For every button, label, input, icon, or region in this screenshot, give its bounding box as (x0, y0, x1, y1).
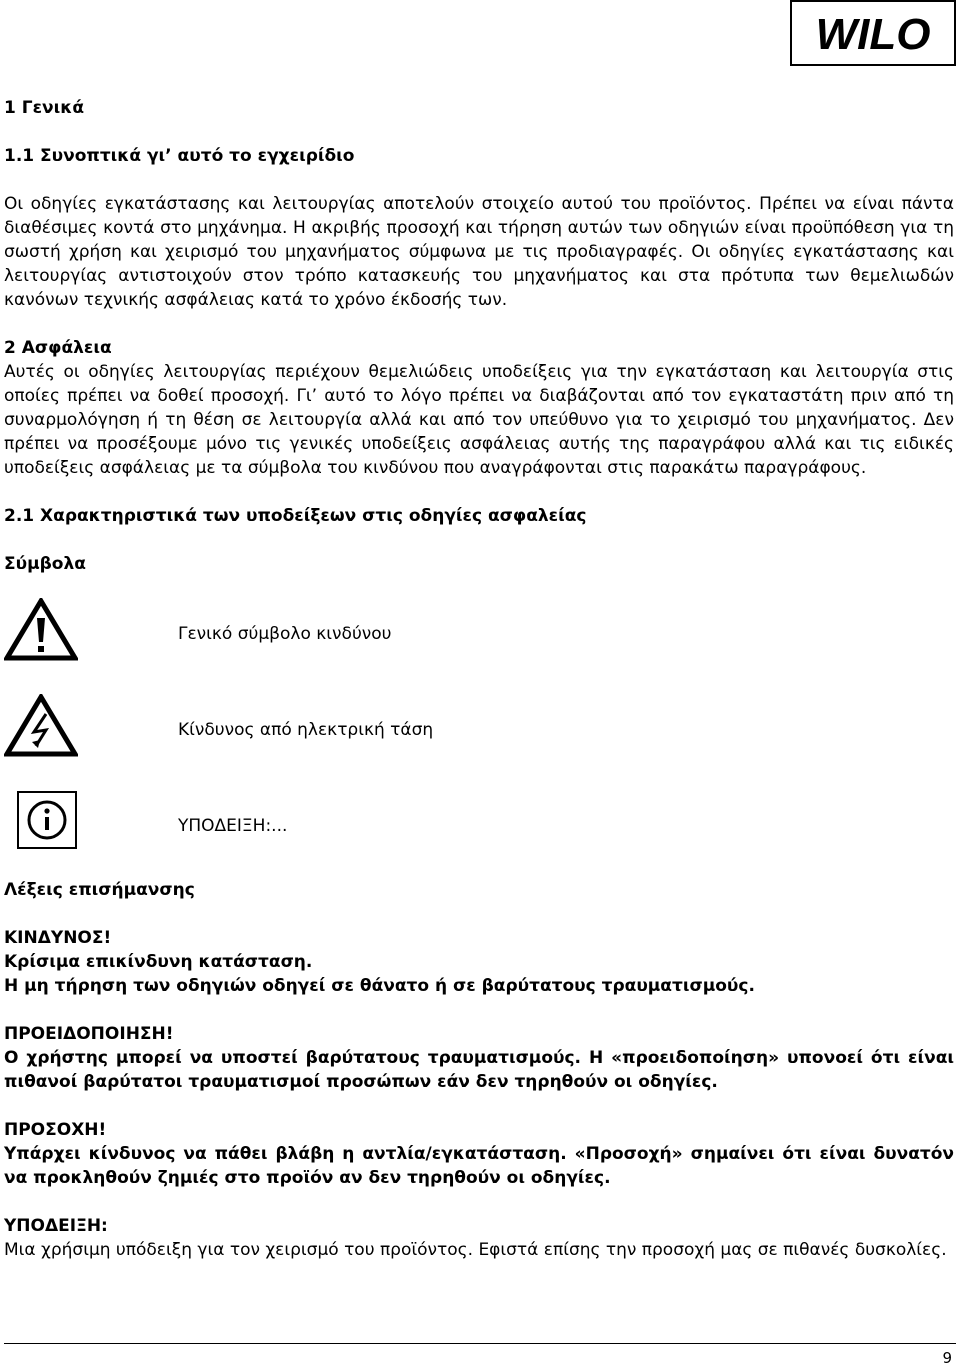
general-danger-icon (4, 598, 94, 670)
logo-text: WILO (815, 10, 931, 59)
info-icon (4, 790, 94, 862)
signal-words-heading: Λέξεις επισήμανσης (4, 880, 195, 900)
wilo-logo (790, 0, 956, 66)
symbols-list (4, 598, 954, 862)
section-2-1-heading: 2.1 Χαρακτηριστικά των υποδείξεων στις οδηγίες ασφαλείας (4, 506, 587, 526)
section-2-heading: 2 Ασφάλεια (4, 338, 112, 358)
section-1-heading: 1 Γενικά (4, 98, 85, 118)
note-text: Μια χρήσιμη υπόδειξη για τον χειρισμό του προϊόντος. Εφιστά επίσης την προσοχή μας σε πιθανές δυσκολίες. (4, 1240, 947, 1260)
symbol-label-electrical-hazard: Κίνδυνος από ηλεκτρική τάση (178, 720, 434, 740)
symbol-label-info: ΥΠΟΔΕΙΞΗ:... (178, 816, 288, 836)
symbol-row-info (4, 790, 954, 862)
wilo-logo-mark (792, 2, 954, 64)
symbol-row-electrical-hazard (4, 694, 954, 766)
section-1-paragraph: Οι οδηγίες εγκατάστασης και λειτουργίας αποτελούν στοιχείο αυτού του προϊόντος. Πρέπει να είναι πάντα διαθέσιμες κοντά στο μηχάνημα. Η ακριβής προσοχή και τήρηση αυτών των οδηγιών είναι προϋπόθεση για τη σωστή χρήση και χειρισμό του μηχανήματος σύμφωνα με τις προδιαγραφές. Οι οδηγίες εγκατάστασης και λειτουργίας αντιστοιχούν στον τρόπο κατασκευής του μηχανήματος και στα πρότυπα των θεμελιωδών κανόνων τεχνικής ασφάλειας κατά το χρόνο έκδοσής των. (4, 194, 954, 310)
symbol-label-general-danger: Γενικό σύμβολο κινδύνου (178, 624, 392, 644)
section-2-paragraph: Αυτές οι οδηγίες λειτουργίας περιέχουν θεμελιώδεις υποδείξεις για την εγκατάσταση και λειτουργία στις οποίες πρέπει να δοθεί προσοχή. Γι’ αυτό το λόγο πρέπει να διαβάζονται από τον εγκαταστάτη πριν από τη συναρμολόγηση ή τη θέση σε λειτουργία αλλά και από τον υπεύθυνο για το χειρισμό του μηχανήματος. Δεν πρέπει να προσέξουμε μόνο τις γενικές υποδείξεις ασφάλειας αυτής της παραγράφου αλλά και τις ειδικές υποδείξεις ασφάλειας με τα σύμβολα του κινδύνου που αναγράφονται στις παρακάτω παραγράφους. (4, 362, 954, 478)
page-number: 9 (942, 1349, 952, 1367)
danger-line-2: Η μη τήρηση των οδηγιών οδηγεί σε θάνατο ή σε βαρύτατους τραυματισμούς. (4, 976, 755, 996)
warning-text: Ο χρήστης μπορεί να υποστεί βαρύτατους τραυματισμούς. Η «προειδοποίηση» υπονοεί ότι είναι πιθανοί βαρύτατοι τραυματισμοί προσώπων εάν δεν τηρηθούν οι οδηγίες. (4, 1048, 954, 1092)
symbols-heading: Σύμβολα (4, 554, 86, 574)
danger-line-1: Κρίσιμα επικίνδυνη κατάσταση. (4, 952, 313, 972)
caution-title: ΠΡΟΣΟΧΗ! (4, 1120, 107, 1140)
danger-title: ΚΙΝΔΥΝΟΣ! (4, 928, 112, 948)
electrical-hazard-icon (4, 694, 94, 766)
note-title: ΥΠΟΔΕΙΞΗ: (4, 1216, 108, 1236)
symbol-row-general-danger (4, 598, 954, 670)
warning-title: ΠΡΟΕΙΔΟΠΟΙΗΣΗ! (4, 1024, 174, 1044)
footer-divider (4, 1343, 956, 1344)
caution-text: Υπάρχει κίνδυνος να πάθει βλάβη η αντλία/εγκατάσταση. «Προσοχή» σημαίνει ότι είναι δυνατόν να προκληθούν ζημιές στο προϊόν αν δεν τηρηθούν οι οδηγίες. (4, 1144, 954, 1188)
page-content (4, 96, 954, 1262)
section-1-1-heading: 1.1 Συνοπτικά γι’ αυτό το εγχειρίδιο (4, 146, 355, 166)
